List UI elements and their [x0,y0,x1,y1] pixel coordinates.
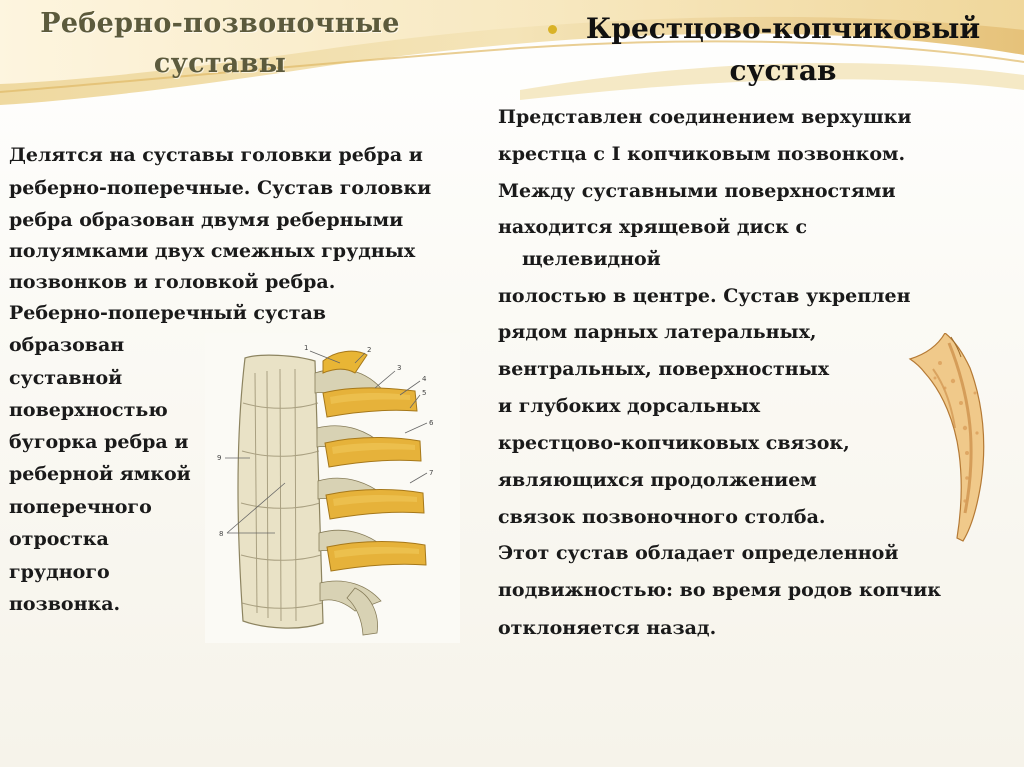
left-title-line-1: Реберно-позвоночные [40,8,400,39]
right-text-line: связок позвоночного столба. [498,506,826,528]
left-text-line: полуямками двух смежных грудных [9,240,416,262]
left-text-line: ребра образован двумя реберными [9,209,404,231]
figure-label: 6 [429,419,434,427]
figure-label: 1 [304,344,309,352]
figure-label: 3 [397,364,402,372]
left-text-line: Делятся на суставы головки ребра и [9,144,423,166]
left-text-line: Реберно-поперечный сустав [9,302,326,324]
right-title-line-1: Крестцово-копчиковый [585,12,981,45]
figure-label: 5 [422,389,427,397]
right-text-line: являющихся продолжением [498,469,817,491]
right-text-line: находится хрящевой диск с [498,216,808,238]
left-text-line: суставной [9,367,123,389]
right-text-line: крестца с I копчиковым позвонком. [498,143,906,165]
left-title [10,4,430,84]
right-text-line: Этот сустав обладает определенной [498,542,899,564]
right-text-line: Представлен соединением верхушки [498,106,912,128]
figure-label: 9 [217,454,222,462]
figure-label: 4 [422,375,427,383]
left-text-line: образован [9,334,125,356]
left-text-line: реберно-поперечные. Сустав головки [9,177,432,199]
right-text-line: вентральных, поверхностных [498,358,830,380]
left-text-line: позвонков и головкой ребра. [9,271,336,293]
left-text-line: реберной ямкой [9,463,191,485]
left-text-line: позвонка. [9,593,121,615]
right-title [548,8,1018,92]
right-text-line: Между суставными поверхностями [498,180,896,202]
left-text-line: отростка [9,528,109,550]
figure-label: 8 [219,530,224,538]
left-text-line: грудного [9,561,110,583]
sacrum-coccyx-illustration [905,333,995,543]
right-text-line: и глубоких дорсальных [498,395,761,417]
right-title-line-2: сустав [729,54,837,87]
spine-ribs-illustration [205,333,460,643]
left-text-line: поперечного [9,496,152,518]
right-text-line: рядом парных латеральных, [498,321,817,343]
left-text-line: поверхностью [9,399,168,421]
right-text-line: подвижностью: во время родов копчик [498,579,942,601]
right-text-line: отклоняется назад. [498,617,717,639]
left-title-line-2: суставы [153,48,287,79]
figure-label: 2 [367,346,372,354]
figure-label: 7 [429,469,434,477]
right-text-line: крестцово-копчиковых связок, [498,432,850,454]
left-text-line: бугорка ребра и [9,431,189,453]
right-text-line: полостью в центре. Сустав укреплен [498,285,911,307]
right-text-line: щелевидной [522,248,661,270]
